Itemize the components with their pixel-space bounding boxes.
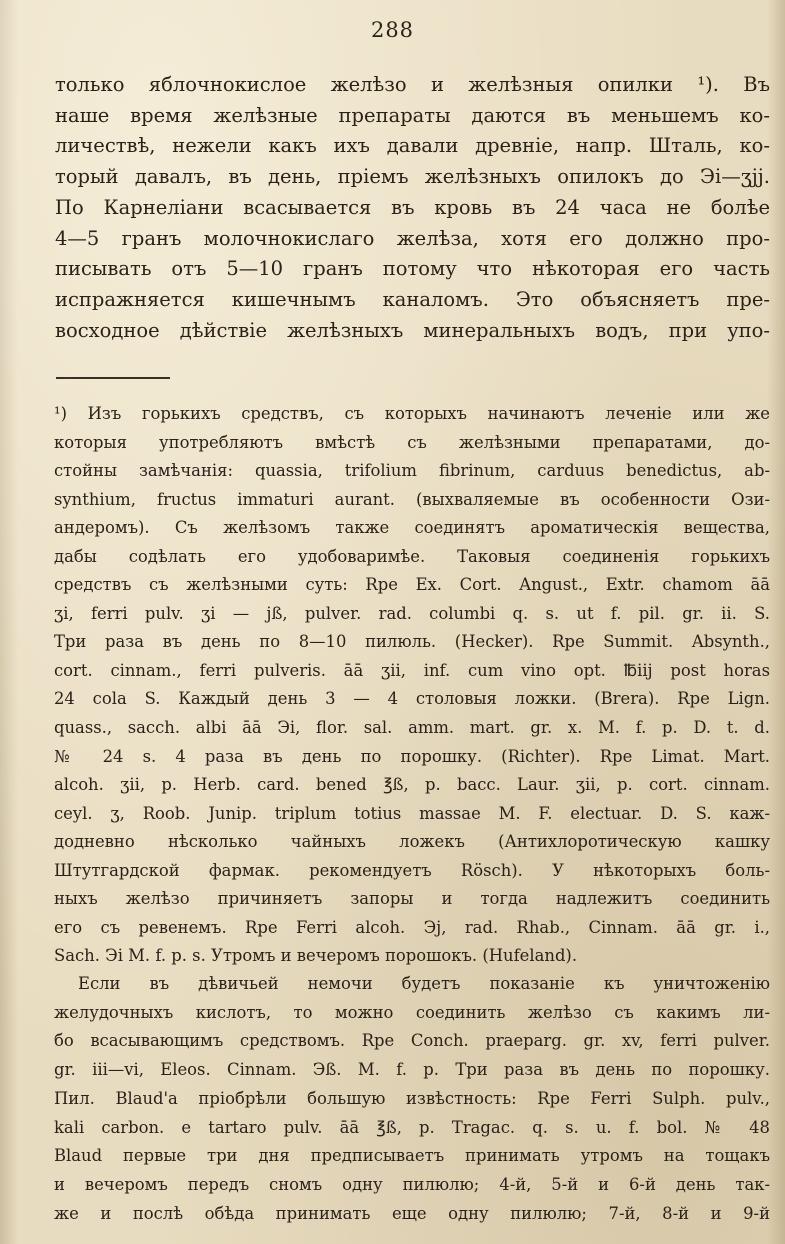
- footnote-line: ныхъ желѣзо причиняетъ запоры и тогда надлежитъ соединить: [54, 889, 770, 909]
- footnote-line: Штутгардской фармак. рекомендуетъ Rösch). У нѣкоторыхъ боль-: [54, 860, 770, 880]
- main-text-line: только яблочнокислое желѣзо и желѣзныя опилки ¹). Въ: [55, 73, 770, 96]
- footnote-line: андеромъ). Съ желѣзомъ также соединятъ ароматическія вещества,: [54, 518, 770, 538]
- main-paragraph: [55, 70, 770, 346]
- footnote-line: alcoh. ʒii, p. Herb. card. bened ℥ß, p. bacc. Laur. ʒii, p. cort. cinnam.: [54, 775, 770, 795]
- paragraph-line: желудочныхъ кислотъ, то можно соединить желѣзо съ какимъ ли-: [54, 1002, 770, 1022]
- footnote-line: quass., sacch. albi āā Эi, flor. sal. amm. mart. gr. x. M. f. p. D. t. d.: [54, 718, 770, 738]
- paragraph-line: бо всасывающимъ средствомъ. Rpe Conch. praeparg. gr. xv, ferri pulver.: [54, 1031, 770, 1051]
- paragraph-line: же и послѣ обѣда принимать еще одну пилюлю; 7-й, 8-й и 9-й: [54, 1203, 770, 1223]
- main-text-line: наше время желѣзные препараты даются въ меньшемъ ко-: [55, 103, 770, 127]
- second-paragraph: [54, 970, 770, 1228]
- main-text-line: восходное дѣйствіе желѣзныхъ минеральныхъ водъ, при упо-: [55, 318, 770, 342]
- paragraph-line: kali carbon. e tartaro pulv. āā ℥ß, p. Tragac. q. s. u. f. bol. № 48: [54, 1117, 770, 1137]
- footnote-line: Три раза въ день по 8—10 пилюль. (Hecker). Rpe Summit. Absynth.,: [54, 632, 770, 652]
- paragraph-line: Blaud первые три дня предписываетъ принимать утромъ на тощакъ: [54, 1146, 770, 1166]
- paragraph-line: gr. iii—vi, Eleos. Cinnam. Эß. M. f. p. Три раза въ день по порошку.: [54, 1060, 770, 1080]
- footnote-line: № 24 s. 4 раза въ день по порошку. (Richter). Rpe Limat. Mart.: [54, 746, 770, 766]
- footnote-line: [54, 400, 770, 429]
- page-number: 288: [370, 18, 415, 42]
- footnote-line: средствъ съ желѣзными суть: Rpe Ex. Cort. Angust., Extr. chamom āā: [54, 575, 770, 595]
- footnote-line: стойны замѣчанія: quassia, trifolium fibrinum, carduus benedictus, ab-: [54, 461, 770, 481]
- main-text-line: торый давалъ, въ день, пріемъ желѣзныхъ опилокъ до Эі—ʒjj.: [55, 165, 770, 189]
- footnote-line: ceyl. ʒ, Roob. Junip. triplum totius massae M. F. electuar. D. S. каж-: [54, 803, 770, 823]
- footnote-divider: [56, 377, 170, 379]
- main-text-line: По Карнеліани всасывается въ кровь въ 24 часа не болѣе: [55, 195, 770, 219]
- paragraph-line: Если въ дѣвичьей немочи будетъ показаніе къ уничтоженію: [78, 974, 770, 993]
- footnote-line: додневно нѣсколько чайныхъ ложекъ (Антихлоротическую кашку: [54, 832, 770, 852]
- main-text-line: испражняется кишечнымъ каналомъ. Это объясняетъ пре-: [55, 287, 770, 311]
- main-text-line: 4—5 гранъ молочнокислаго желѣза, хотя его должно про-: [55, 226, 770, 250]
- footnote-line: Sach. Эi M. f. p. s. Утромъ и вечеромъ порошокъ. (Hufeland).: [54, 946, 578, 966]
- footnote-line: дабы содѣлать его удобоваримѣе. Таковыя соединенія горькихъ: [54, 546, 770, 566]
- footnote-line: ʒi, ferri pulv. ʒi — jß, pulver. rad. columbi q. s. ut f. pil. gr. ii. S.: [54, 603, 770, 623]
- paragraph-line: Пил. Blaud'a пріобрѣли большую извѣстность: Rpe Ferri Sulph. pulv.,: [54, 1088, 770, 1108]
- footnote-line-text: Изъ горькихъ средствъ, съ которыхъ начинаютъ леченіе или же: [87, 404, 770, 423]
- main-text-line: личествѣ, нежели какъ ихъ давали древніе, напр. Шталь, ко-: [55, 134, 770, 158]
- footnote-line: synthium, fructus immaturi aurant. (выхваляемые въ особенности Ози-: [54, 489, 770, 509]
- footnote-line: его съ ревенемъ. Rpe Ferri alcoh. Эj, rad. Rhab., Cinnam. āā gr. i.,: [54, 917, 770, 937]
- footnote-line: которыя употребляютъ вмѣстѣ съ желѣзными препаратами, до-: [54, 432, 770, 452]
- main-text-line: писывать отъ 5—10 гранъ потому что нѣкоторая его часть: [55, 257, 770, 281]
- paragraph-line: и вечеромъ передъ сномъ одну пилюлю; 4-й, 5-й и 6-й день так-: [54, 1174, 770, 1194]
- footnote-marker: ¹): [54, 404, 67, 423]
- footnote-line: cort. cinnam., ferri pulveris. āā ʒii, inf. cum vino opt. ℔iij post horas: [54, 660, 770, 680]
- footnote: [54, 400, 770, 971]
- footnote-line: 24 cola S. Каждый день 3 — 4 столовыя ложки. (Brera). Rpe Lign.: [54, 689, 770, 709]
